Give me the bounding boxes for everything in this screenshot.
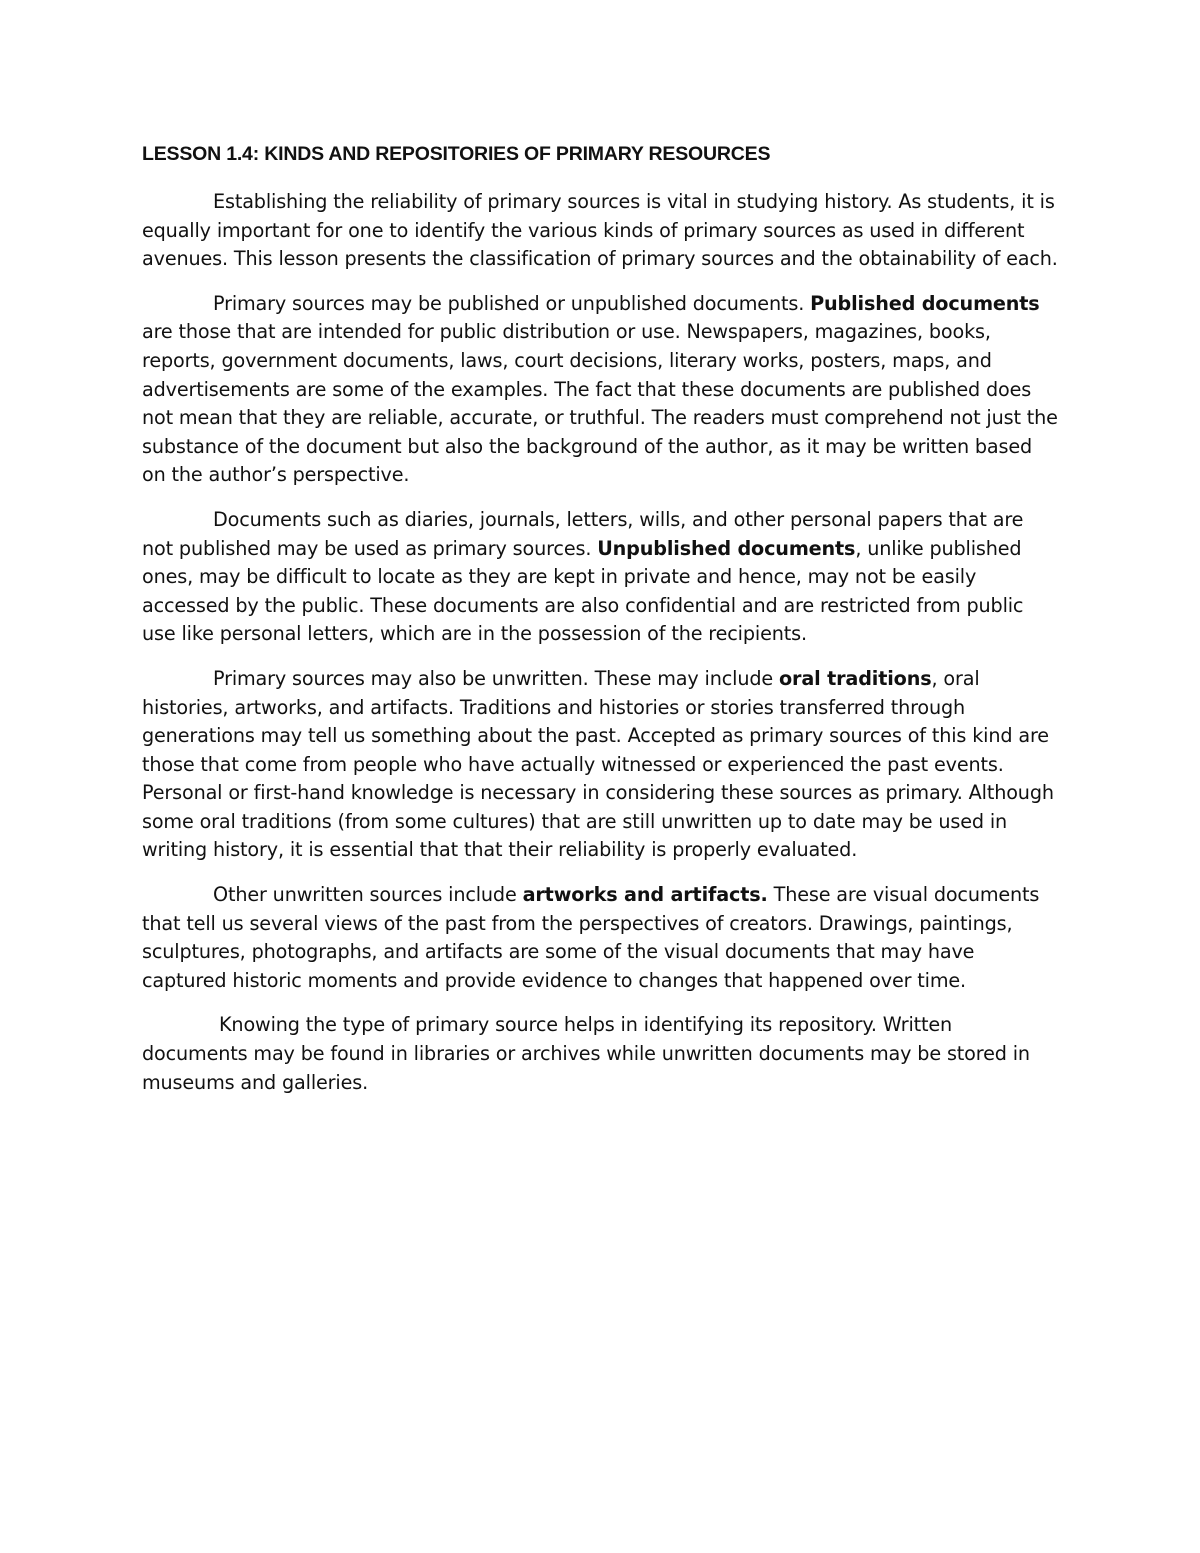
paragraph-published	[142, 290, 1060, 490]
paragraph-intro	[142, 188, 1060, 274]
term-artworks-and-artifacts: artworks and artifacts.	[522, 883, 768, 907]
paragraph-published-post: are those that are intended for public distribution or use. Newspapers, magazines, books, reports, government documents, laws, court decisions, literary works, posters, maps, and advertisements are some of the examples. The fact that these documents are published does not mean that they are reliable, accurate, or truthful. The readers must comprehend not just the substance of the document but also the background of the author, as it may be written based on the author’s perspective.	[142, 320, 1058, 487]
document-page	[142, 140, 1060, 1113]
paragraph-oral-traditions	[142, 665, 1060, 865]
paragraph-unpublished-pre: Documents such as diaries, journals, letters, wills, and other personal papers that are not published may be used as primary sources.	[142, 507, 1024, 560]
paragraph-intro-text: Establishing the reliability of primary sources is vital in studying history. As students, it is equally important for one to identify the various kinds of primary sources as used in different avenues. This lesson presents the classification of primary sources and the obtainability of each.	[142, 190, 1058, 271]
paragraph-artworks	[142, 881, 1060, 995]
paragraph-artworks-post: These are visual documents that tell us several views of the past from the perspectives of creators. Drawings, paintings, sculptures, photographs, and artifacts are some of the visual documents that may have captured historic moments and provide evidence to changes that happened over time.	[142, 883, 1040, 992]
paragraph-repository	[142, 1011, 1060, 1097]
paragraph-artworks-pre: Other unwritten sources include	[213, 883, 523, 907]
paragraph-oral-traditions-post: , oral histories, artworks, and artifacts. Traditions and histories or stories transferred through generations may tell us something about the past. Accepted as primary sources of this kind are those that come from people who have actually witnessed or experienced the past events. Personal or first-hand knowledge is necessary in considering these sources as primary. Although some oral traditions (from some cultures) that are still unwritten up to date may be used in writing history, it is essential that that their reliability is properly evaluated.	[142, 666, 1054, 862]
lesson-title: LESSON 1.4: KINDS AND REPOSITORIES OF PRIMARY RESOURCES	[142, 143, 771, 165]
paragraph-repository-text: Knowing the type of primary source helps in identifying its repository. Written documents may be found in libraries or archives while unwritten documents may be stored in museums and galleries.	[142, 1013, 1030, 1094]
term-unpublished-documents: Unpublished documents	[597, 536, 856, 560]
term-published-documents: Published documents	[810, 291, 1040, 315]
term-oral-traditions: oral traditions	[778, 666, 932, 690]
paragraph-unpublished	[142, 506, 1060, 649]
paragraph-unpublished-post: , unlike published ones, may be difficult to locate as they are kept in private and hence, may not be easily accessed by the public. These documents are also confidential and are restricted from public use like personal letters, which are in the possession of the recipients.	[142, 536, 1024, 646]
paragraph-oral-traditions-pre: Primary sources may also be unwritten. These may include	[213, 666, 779, 690]
paragraph-published-pre: Primary sources may be published or unpublished documents.	[213, 291, 811, 315]
